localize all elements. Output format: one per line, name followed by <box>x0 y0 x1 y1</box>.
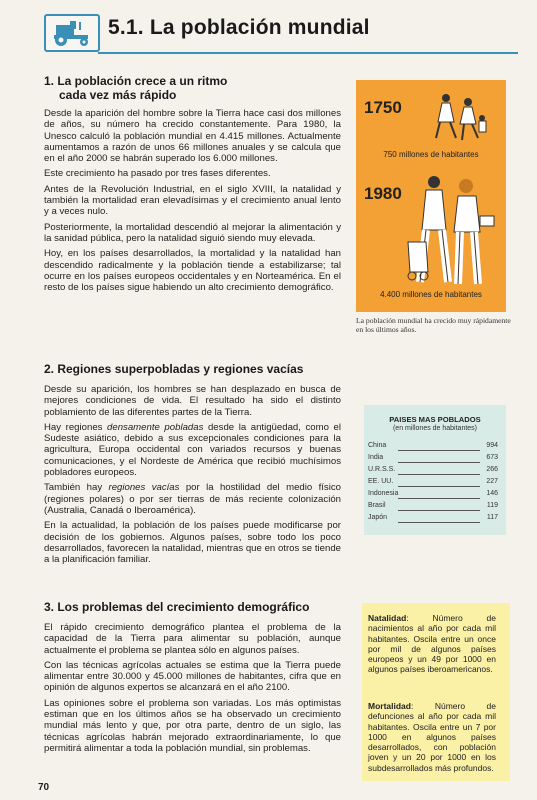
paragraph: También hay regiones vacías por la hostilidad del medio físico (regiones polares) o por ser tierras de más reciente colonización (Australia, Canadá o Iberoamérica). <box>44 482 341 516</box>
illustration-caption: La población mundial ha crecido muy rápidamente en los últimos años. <box>356 316 511 334</box>
most-populated-countries-table <box>364 405 506 535</box>
header-divider <box>98 52 518 54</box>
paragraph: Las opiniones sobre el problema son variadas. Los más optimistas estiman que en los últimos años se ha observado un crecimiento mundial más lento y que, por otra parte, dentro de un siglo, las técnicas agrícolas habrán mejorado extraordinariamente, lo que permitirá alimentar a toda la población mundial, sin problemas. <box>44 697 341 754</box>
section-2-body <box>44 384 341 569</box>
year-1750: 1750 <box>364 98 402 117</box>
paragraph: Este crecimiento ha pasado por tres fases diferentes. <box>44 168 271 180</box>
section-1-title: 1. La población crece a un ritmo cada vez más rápido <box>44 74 228 102</box>
table-row: EE. UU. 227 <box>368 478 498 485</box>
paragraph: Hay regiones densamente pobladas desde la antigüedad, como el Sudeste asiático, debido a sus excepcionales condiciones para la agricultura, Europa occidental con variados recursos y buenas comunicaciones, y el Nordeste de América que recibió muchísimos pobladores europeos. <box>44 421 341 479</box>
page-number: 70 <box>38 782 50 793</box>
paragraph: Desde la aparición del hombre sobre la Tierra hace casi dos millones de años, su número ha crecido constantemente. Para 1980, la Unesco calculó la población mundial en 4.415 millones. Actualmente aumentamos a razón de unos 66 millones anuales y se calcula que en el año 2000 se habrán superado los 6.000 millones. <box>44 108 341 165</box>
paragraph: Con las técnicas agrícolas actuales se estima que la Tierra puede alimentar entre 30.000 y 45.000 millones de habitantes, cifra que en opinión de algunos expertos se alcanzará en el año 2100. <box>44 659 341 694</box>
table-subtitle: (en millones de habitantes) <box>392 425 478 432</box>
1750-figures-illustration <box>424 88 494 144</box>
table-row: Indonesia 146 <box>368 490 498 497</box>
table-row: India 673 <box>368 454 498 461</box>
paragraph: Hoy, en los países desarrollados, la mortalidad y la natalidad han descendido radicalmente y la población tiende a estabilizarse; tal ocurre en los países europeos occidentales y en Norteamérica. En el resto de los países sigue habiendo un alto crecimiento demográfico. <box>44 248 341 294</box>
tractor-icon <box>44 14 100 52</box>
label-1750: 750 millones de habitantes <box>383 150 479 159</box>
section-3-body <box>44 622 341 758</box>
label-1980: 4.400 millones de habitantes <box>380 290 482 299</box>
1980-figures-illustration <box>404 172 504 292</box>
table-row: China 994 <box>368 442 498 449</box>
year-1980: 1980 <box>364 184 402 203</box>
population-illustration <box>356 80 506 312</box>
table-title: PAISES MAS POBLADOS <box>389 415 481 424</box>
table-row: Japón 117 <box>368 514 498 521</box>
definition-natalidad: Natalidad: Número de nacimientos al año por cada mil habitantes. Oscila entre un once por mil de algunos países europeos y un 49 por 1000 en algunos países iberoamericanos. <box>368 613 496 675</box>
section-2-title: 2. Regiones superpobladas y regiones vacías <box>44 362 304 376</box>
table-row: U.R.S.S. 266 <box>368 466 498 473</box>
paragraph: Antes de la Revolución Industrial, en el siglo XVIII, la natalidad y también la mortalidad eran elevadísimas y el crecimiento anual lento y a veces nulo. <box>44 183 341 218</box>
definitions-box <box>362 603 510 781</box>
paragraph: Posteriormente, la mortalidad descendió al mejorar la alimentación y la sanidad pública, pero la natalidad siguió siendo muy elevada. <box>44 221 341 244</box>
section-3-title: 3. Los problemas del crecimiento demográfico <box>44 600 310 614</box>
paragraph: Desde su aparición, los hombres se han desplazado en busca de mejores condiciones de vida. El resultado ha sido el distinto poblamiento de las diferentes partes de la Tierra. <box>44 384 341 418</box>
paragraph: El rápido crecimiento demográfico plantea el problema de la capacidad de la Tierra para alimentar su población, aunque actualmente el problema se plantea sólo en algunos países. <box>44 622 341 656</box>
section-1 <box>44 74 341 102</box>
page-title: 5.1. La población mundial <box>108 16 370 39</box>
table-row: Brasil 119 <box>368 502 498 509</box>
section-1-body <box>44 108 341 297</box>
definition-mortalidad: Mortalidad: Número de defunciones al año por cada mil habitantes. Oscila entre un 7 por 1000 en algunos países desarrollados, con población joven y un 20 por 1000 en los subdesarrollados más profundos. <box>368 701 496 773</box>
paragraph: En la actualidad, la población de los países puede modificarse por decisión de los gobiernos. Algunos países, sobre todo los poco desarrollados, favorecen la natalidad, mientras que en otros se tiende a la planificación familiar. <box>44 520 341 566</box>
